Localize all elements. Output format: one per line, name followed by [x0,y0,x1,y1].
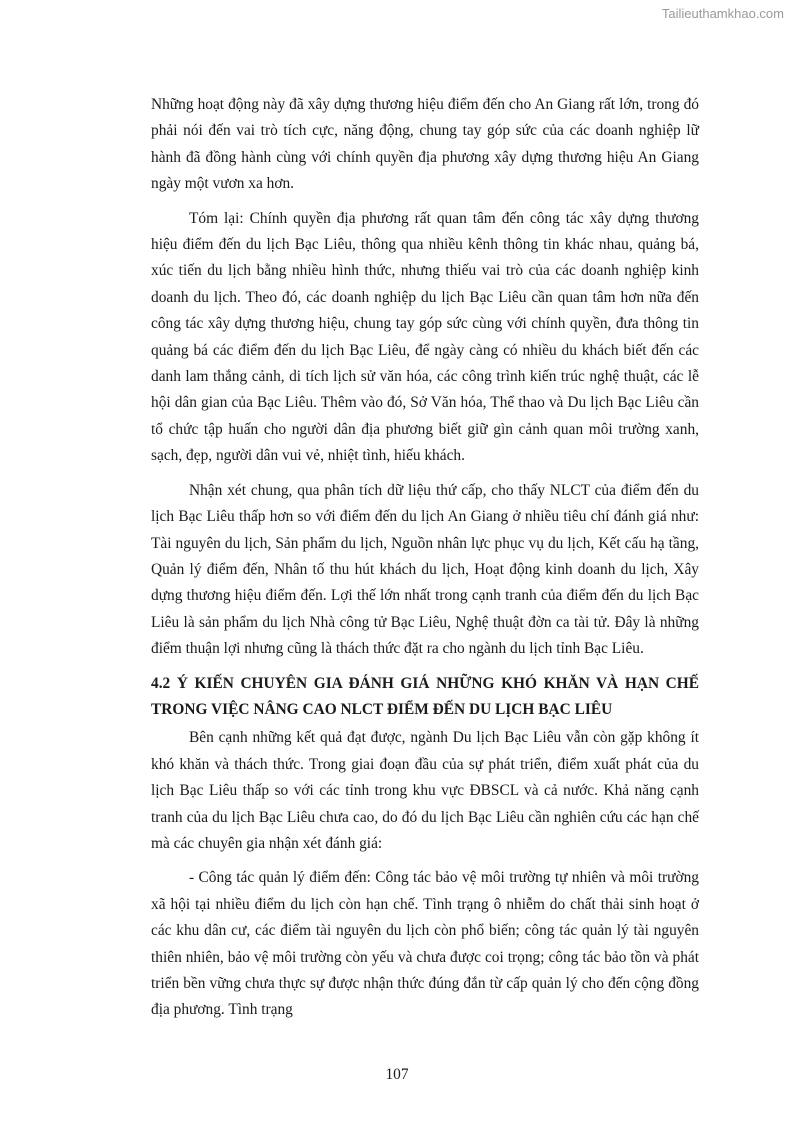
paragraph-difficulties: Bên cạnh những kết quả đạt được, ngành Du lịch Bạc Liêu vẫn còn gặp không ít khó khăn và thách thức. Trong giai đoạn đầu của sự phát triển, điểm xuất phát của du lịch Bạc Liêu thấp so với các tỉnh trong khu vực ĐBSCL và cả nước. Khả năng cạnh tranh của du lịch Bạc Liêu chưa cao, do đó du lịch Bạc Liêu cần nghiên cứu các hạn chế mà các chuyên gia nhận xét đánh giá: [151,729,699,852]
paragraph-destination-management: - Công tác quản lý điểm đến: Công tác bảo vệ môi trường tự nhiên và môi trường xã hội tại nhiều điểm du lịch còn hạn chế. Tình trạng ô nhiễm do chất thải sinh hoạt ở các khu dân cư, các điểm tài nguyên du lịch còn phổ biến; công tác quản lý tài nguyên thiên nhiên, bảo vệ môi trường còn yếu và chưa được coi trọng; công tác bảo tồn và phát triển bền vững chưa thực sự được nhận thức đúng đắn từ cấp quản lý cho đến cộng đồng địa phương. Tình trạng [151,869,699,1019]
paragraph-an-giang-brand: Những hoạt động này đã xây dựng thương hiệu điểm đến cho An Giang rất lớn, trong đó phải nói đến vai trò tích cực, năng động, chung tay góp sức của các doanh nghiệp lữ hành đã đồng hành cùng với chính quyền địa phương xây dựng thương hiệu An Giang ngày một vươn xa hơn. [151,96,699,193]
paragraph-summary: Tóm lại: Chính quyền địa phương rất quan tâm đến công tác xây dựng thương hiệu điểm đến du lịch Bạc Liêu, thông qua nhiều kênh thông tin khác nhau, quảng bá, xúc tiến du lịch bằng nhiều hình thức, nhưng thiếu vai trò của các doanh nghiệp kinh doanh du lịch. Theo đó, các doanh nghiệp du lịch Bạc Liêu cần quan tâm hơn nữa đến công tác xây dựng thương hiệu, chung tay góp sức cùng với chính quyền, đưa thông tin quảng bá các điểm đến du lịch Bạc Liêu, để ngày càng có nhiều du khách biết đến các danh lam thắng cảnh, di tích lịch sử văn hóa, các công trình kiến trúc nghệ thuật, các lễ hội dân gian của Bạc Liêu. Thêm vào đó, Sở Văn hóa, Thể thao và Du lịch Bạc Liêu cần tổ chức tập huấn cho người dân địa phương biết giữ gìn cảnh quan môi trường xanh, sạch, đẹp, người dân vui vẻ, nhiệt tình, hiếu khách. [151,209,699,465]
section-heading: 4.2 Ý KIẾN CHUYÊN GIA ĐÁNH GIÁ NHỮNG KHÓ KHĂN VÀ HẠN CHẾ TRONG VIỆC NÂNG CAO NLCT ĐIỂM ĐẾN DU LỊCH BẠC LIÊU [151,674,699,718]
watermark: Tailieuthamkhao.com [661,6,784,21]
paragraph-general-remark: Nhận xét chung, qua phân tích dữ liệu thứ cấp, cho thấy NLCT của điểm đến du lịch Bạc Liêu thấp hơn so với điểm đến du lịch An Giang ở nhiều tiêu chí đánh giá như: Tài nguyên du lịch, Sản phẩm du lịch, Nguồn nhân lực phục vụ du lịch, Kết cấu hạ tầng, Quản lý điểm đến, Nhân tố thu hút khách du lịch, Hoạt động kinh doanh du lịch, Xây dựng thương hiệu điểm đến. Lợi thế lớn nhất trong cạnh tranh của điểm đến du lịch Bạc Liêu là sản phẩm du lịch Nhà công tử Bạc Liêu, Nghệ thuật đờn ca tài tử. Đây là những điểm thuận lợi nhưng cũng là thách thức đặt ra cho ngành du lịch tỉnh Bạc Liêu. [151,481,699,658]
page-number: 107 [385,1066,409,1083]
page-body [151,92,699,1032]
